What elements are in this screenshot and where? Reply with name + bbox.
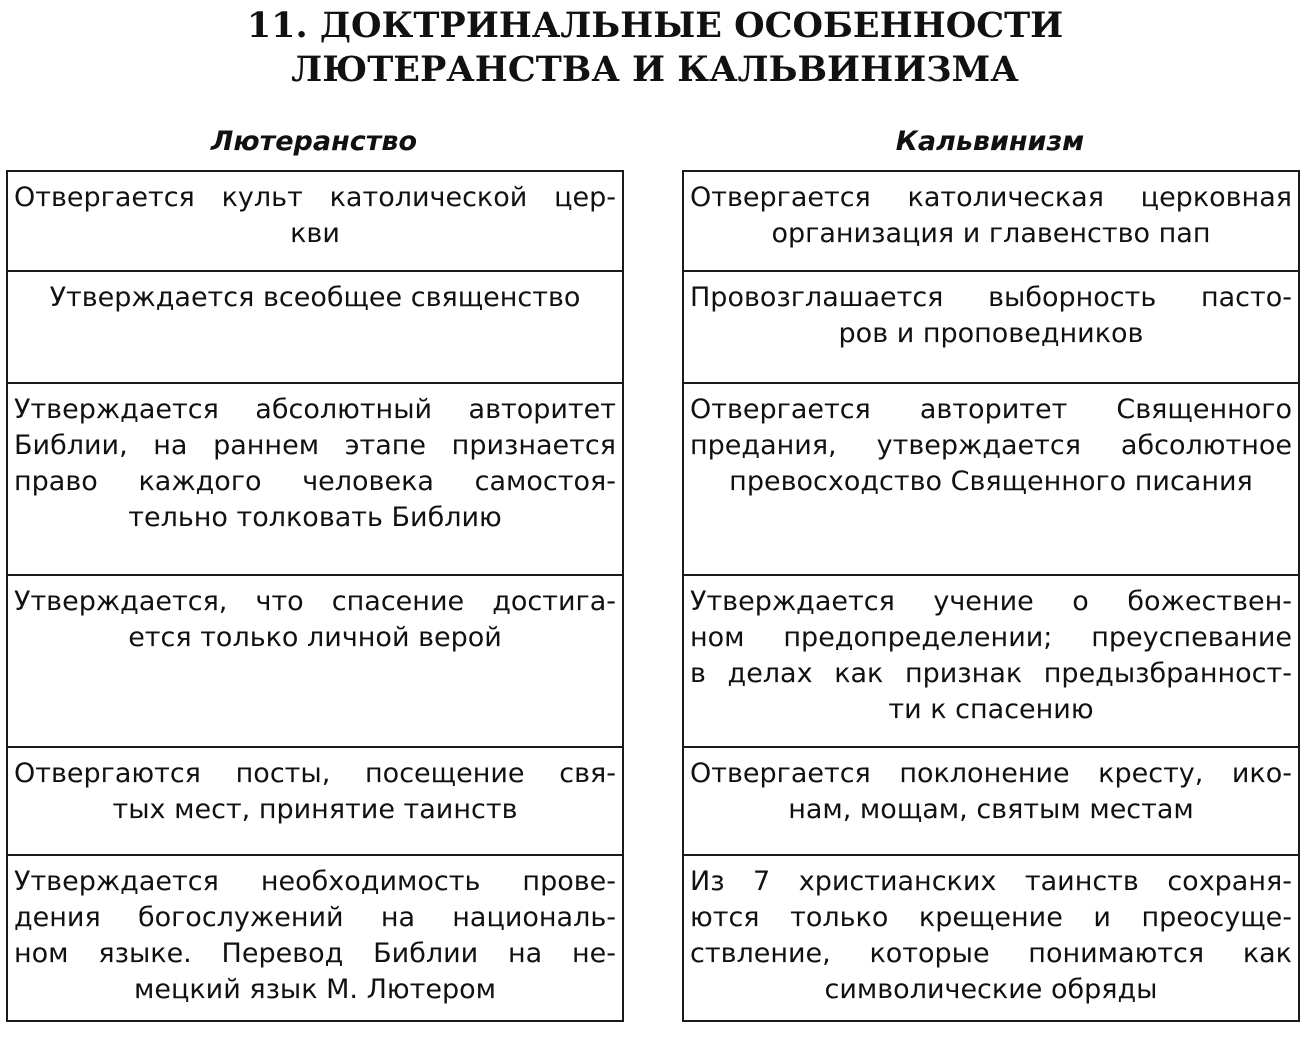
lutheranism-cell-line: тельно толковать Библию [128,502,502,533]
calvinism-cell [684,172,1298,272]
lutheranism-cell [8,748,622,856]
calvinism-cell-line: Из 7 христианских таинств сохраня- [690,866,1292,897]
title-line-1: 11. ДОКТРИНАЛЬНЫЕ ОСОБЕННОСТИ [246,5,1064,46]
title-line-2: ЛЮТЕРАНСТВА И КАЛЬВИНИЗМА [291,49,1019,90]
lutheranism-cell-line: Утверждается необходимость прове- [14,866,616,897]
lutheranism-cell-line: Библии, на раннем этапе признается [14,430,616,461]
calvinism-cell [684,384,1298,576]
calvinism-cell-line: ров и проповедников [838,318,1144,349]
lutheranism-cell-line: мецкий язык М. Лютером [133,974,496,1005]
lutheranism-cell-line: ном языке. Перевод Библии на не- [14,938,616,969]
lutheranism-cell-line: кви [290,218,340,249]
calvinism-cell-line: символические обряды [824,974,1158,1005]
lutheranism-cell [8,172,622,272]
calvinism-cell-line: ются только крещение и преосуще- [690,902,1292,933]
calvinism-cell-line: Отвергается поклонение кресту, ико- [690,758,1292,789]
lutheranism-cell-line: Утверждается абсолютный авторитет [14,394,616,425]
lutheranism-cell-line: Утверждается всеобщее священство [49,282,581,313]
lutheranism-cell [8,384,622,576]
calvinism-cell-line: Провозглашается выборность пасто- [690,282,1292,313]
calvinism-cell-line: Утверждается учение о божествен- [690,586,1292,617]
calvinism-cell-line: ном предопределении; преуспевание [690,622,1292,653]
calvinism-table [682,170,1300,1022]
calvinism-cell-line: ти к спасению [888,694,1094,725]
calvinism-heading: Кальвинизм [895,126,1085,157]
lutheranism-cell [8,576,622,748]
calvinism-cell-line: предания, утверждается абсолютное [690,430,1292,461]
lutheranism-cell-line: ется только личной верой [128,622,502,653]
calvinism-cell-line: организация и главенство пап [771,218,1211,249]
calvinism-cell [684,856,1298,1020]
lutheranism-heading: Лютеранство [210,126,418,157]
lutheranism-table [6,170,624,1022]
lutheranism-cell-line: дения богослужений на националь- [14,902,616,933]
calvinism-cell-line: в делах как признак предызбранност- [690,658,1292,689]
lutheranism-cell [8,272,622,384]
lutheranism-cell-line: право каждого человека самостоя- [14,466,616,497]
lutheranism-cell-line: Отвергаются посты, посещение свя- [14,758,616,789]
calvinism-cell-line: превосходство Священного писания [729,466,1253,497]
calvinism-cell-line: ствление, которые понимаются как [690,938,1292,969]
calvinism-cell [684,576,1298,748]
lutheranism-cell [8,856,622,1020]
calvinism-cell-line: Отвергается авторитет Священного [690,394,1292,425]
lutheranism-cell-line: Отвергается культ католической цер- [14,182,616,213]
page-title [0,4,1310,92]
lutheranism-cell-line: тых мест, принятие таинств [112,794,518,825]
calvinism-cell [684,272,1298,384]
calvinism-cell-line: Отвергается католическая церковная [690,182,1292,213]
lutheranism-cell-line: Утверждается, что спасение достига- [14,586,616,617]
calvinism-cell [684,748,1298,856]
calvinism-cell-line: нам, мощам, святым местам [788,794,1194,825]
